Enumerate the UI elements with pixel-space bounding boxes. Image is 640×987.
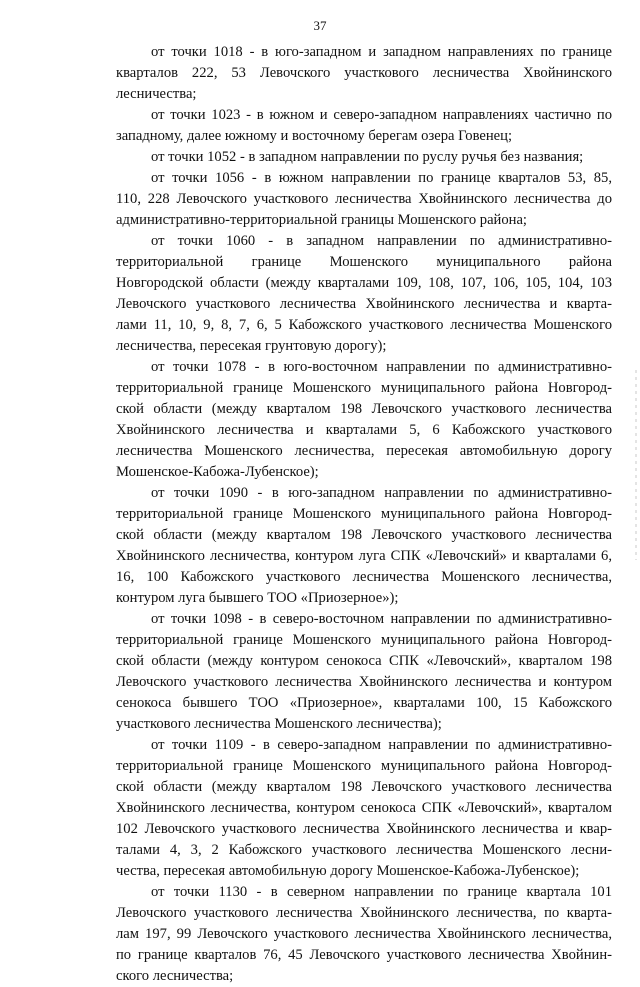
paragraph-line: Хвойнинского лесничества, контуром сенокоса СПК «Левочский», кварталом <box>116 800 612 816</box>
paragraph-line: ского лесничества; <box>116 968 234 984</box>
paragraph-line: от точки 1052 - в западном направлении по руслу ручья без названия; <box>151 149 584 165</box>
paragraph-line: чества, пересекая автомобильную дорогу Мошенское-Кабожа-Лубенское); <box>116 863 580 879</box>
paragraph-line: от точки 1078 - в юго-восточном направлении по административно- <box>151 359 612 375</box>
paragraph-line: ской области (между контуром сенокоса СПК «Левочский», кварталом 198 <box>116 653 612 669</box>
paragraph-line: Мошенское-Кабожа-Лубенское); <box>116 464 319 480</box>
page-number: 37 <box>313 18 327 33</box>
paragraph-line: лесничества; <box>116 86 197 102</box>
paragraph-line: от точки 1090 - в юго-западном направлении по административно- <box>151 485 612 501</box>
paragraph-line: участкового лесничества Мошенского лесничества); <box>116 716 442 732</box>
paragraph-line: ской области (между кварталом 198 Левочского участкового лесничества <box>116 527 612 543</box>
paragraph-line: от точки 1130 - в северном направлении по границе квартала 101 <box>151 884 612 900</box>
paragraph-line: Новгородской области (между кварталами 109, 108, 107, 106, 105, 104, 103 <box>116 275 612 291</box>
paragraph-line: лами 11, 10, 9, 8, 7, 6, 5 Кабожского участкового лесничества Мошенского <box>116 317 612 333</box>
paragraph-point-1090 <box>116 483 612 609</box>
paragraph-line: от точки 1018 - в юго-западном и западном направлениях по границе <box>151 44 612 60</box>
paragraph-line: Левочского участкового лесничества Хвойнинского лесничества и кварта- <box>116 296 612 312</box>
paragraph-line: 102 Левочского участкового лесничества Хвойнинского лесничества и квар- <box>116 821 612 837</box>
paragraph-point-1098 <box>116 609 612 735</box>
scan-margin-mark <box>635 370 637 560</box>
paragraph-point-1018 <box>116 42 612 105</box>
paragraph-line: Левочского участкового лесничества Хвойнинского лесничества, по кварта- <box>116 905 612 921</box>
paragraph-line: лесничества, пересекая грунтовую дорогу); <box>116 338 387 354</box>
paragraph-point-1052 <box>116 147 612 168</box>
paragraph-point-1078 <box>116 357 612 483</box>
paragraph-line: от точки 1060 - в западном направлении по административно- <box>151 233 612 249</box>
paragraph-point-1056 <box>116 168 612 231</box>
paragraph-line: западному, далее южному и восточному берегам озера Говенец; <box>116 128 513 144</box>
paragraph-point-1130 <box>116 882 612 987</box>
paragraph-line: Хвойнинского лесничества и кварталами 5, 6 Кабожского участкового <box>116 422 612 438</box>
paragraph-line: по границе кварталов 76, 45 Левочского участкового лесничества Хвойнин- <box>116 947 612 963</box>
paragraph-line: сенокоса бывшего ТОО «Приозерное», кварталами 100, 15 Кабожского <box>116 695 612 711</box>
paragraph-line: от точки 1109 - в северо-западном направлении по административно- <box>151 737 612 753</box>
paragraph-line: от точки 1098 - в северо-восточном направлении по административно- <box>151 611 612 627</box>
paragraph-line: Левочского участкового лесничества Хвойнинского лесничества и контуром <box>116 674 612 690</box>
paragraph-line: территориальной границе Мошенского муниципального района Новгород- <box>116 506 612 522</box>
paragraph-point-1109 <box>116 735 612 882</box>
paragraph-point-1060 <box>116 231 612 357</box>
paragraph-line: лам 197, 99 Левочского участкового лесничества Хвойнинского лесничества, <box>116 926 612 942</box>
paragraph-line: Хвойнинского лесничества, контуром луга СПК «Левочский» и кварталами 6, <box>116 548 612 564</box>
paragraph-line: лесничества Мошенского лесничества, пересекая автомобильную дорогу <box>116 443 612 459</box>
paragraph-line: 110, 228 Левочского участкового лесничества Хвойнинского лесничества до <box>116 191 612 207</box>
paragraph-line: ской области (между кварталом 198 Левочского участкового лесничества <box>116 401 612 417</box>
paragraph-line: от точки 1056 - в южном направлении по границе кварталов 53, 85, <box>151 170 612 186</box>
paragraph-line: контуром луга бывшего ТОО «Приозерное»); <box>116 590 399 606</box>
paragraph-line: территориальной границе Мошенского муниципального района Новгород- <box>116 380 612 396</box>
paragraph-line: талами 4, 3, 2 Кабожского участкового лесничества Мошенского лесни- <box>116 842 612 858</box>
paragraph-line: ской области (между кварталом 198 Левочского участкового лесничества <box>116 779 612 795</box>
paragraph-point-1023 <box>116 105 612 147</box>
paragraph-line: от точки 1023 - в южном и северо-западном направлениях частично по <box>151 107 612 123</box>
paragraph-line: кварталов 222, 53 Левочского участкового лесничества Хвойнинского <box>116 65 612 81</box>
paragraph-line: административно-территориальной границы Мошенского района; <box>116 212 527 228</box>
paragraph-line: территориальной границе Мошенского муниципального района Новгород- <box>116 632 612 648</box>
paragraph-line: 16, 100 Кабожского участкового лесничества Мошенского лесничества, <box>116 569 612 585</box>
paragraph-line: территориальной границе Мошенского муниципального района Новгород- <box>116 758 612 774</box>
paragraph-line: территориальной границе Мошенского муниципального района <box>116 254 612 270</box>
document-body <box>116 42 612 987</box>
